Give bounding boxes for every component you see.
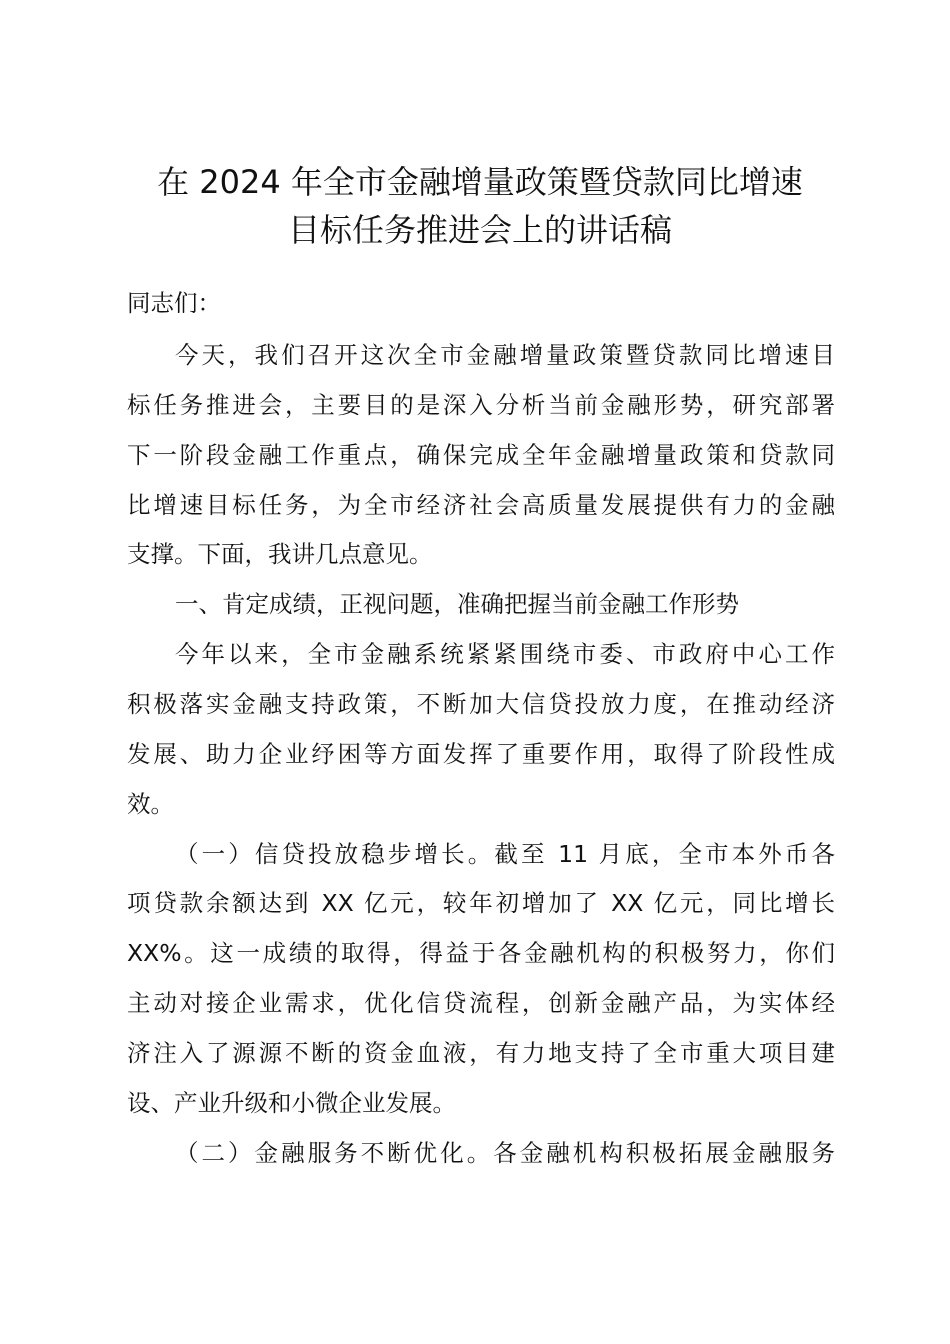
body-line: 今天，我们召开这次全市金融增量政策暨贷款同比增速目 (175, 341, 835, 369)
document-title-line-1: 在 2024 年全市金融增量政策暨贷款同比增速 (157, 163, 803, 201)
document-title-line-2: 目标任务推进会上的讲话稿 (287, 211, 672, 249)
body-line: （二）金融服务不断优化。各金融机构积极拓展金融服务 (175, 1139, 835, 1167)
section-heading: 一、肯定成绩，正视问题，准确把握当前金融工作形势 (175, 590, 739, 618)
salutation: 同志们： (127, 289, 221, 317)
body-line: 主动对接企业需求，优化信贷流程，创新金融产品，为实体经 (127, 989, 835, 1017)
body-line: XX%。这一成绩的取得，得益于各金融机构的积极努力，你们 (127, 939, 835, 967)
body-line: 支撑。下面，我讲几点意见。 (127, 540, 433, 568)
body-line: 项贷款余额达到 XX 亿元，较年初增加了 XX 亿元，同比增长 (127, 889, 835, 917)
body-line: 下一阶段金融工作重点，确保完成全年金融增量政策和贷款同 (127, 441, 835, 469)
body-line: 济注入了源源不断的资金血液，有力地支持了全市重大项目建 (127, 1039, 835, 1067)
body-line: 比增速目标任务，为全市经济社会高质量发展提供有力的金融 (127, 491, 835, 519)
body-line: 效。 (127, 790, 174, 818)
body-line: 发展、助力企业纾困等方面发挥了重要作用，取得了阶段性成 (127, 740, 835, 768)
body-line: 设、产业升级和小微企业发展。 (127, 1089, 456, 1117)
body-line: 今年以来，全市金融系统紧紧围绕市委、市政府中心工作 (175, 640, 835, 668)
body-line: 标任务推进会，主要目的是深入分析当前金融形势，研究部署 (127, 391, 835, 419)
body-line: 积极落实金融支持政策，不断加大信贷投放力度，在推动经济 (127, 690, 835, 718)
body-line: （一）信贷投放稳步增长。截至 11 月底，全市本外币各 (175, 840, 835, 868)
